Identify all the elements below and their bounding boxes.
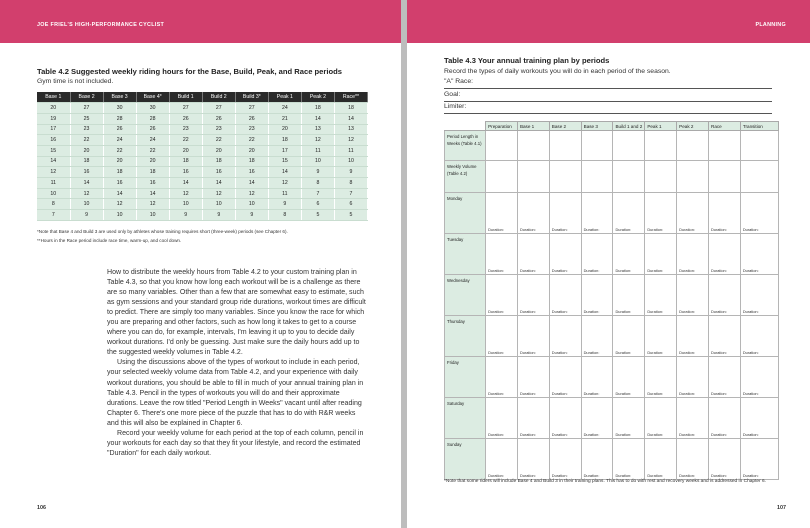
plan-cell[interactable]: Duration:	[645, 234, 677, 275]
plan-cell[interactable]: Duration:	[740, 193, 778, 234]
plan-cell[interactable]	[549, 161, 581, 193]
column-header: Build 2	[202, 92, 235, 103]
period-header: Race	[709, 122, 741, 131]
table-cell: 9	[70, 210, 103, 221]
plan-cell[interactable]	[517, 131, 549, 161]
table-cell: 30	[103, 103, 136, 114]
plan-cell[interactable]: Duration:	[581, 357, 613, 398]
plan-cell[interactable]: Duration:	[517, 398, 549, 439]
table-cell: 13	[334, 124, 367, 135]
day-row	[445, 439, 779, 480]
table-cell: 24	[136, 135, 169, 146]
page-number: 107	[777, 505, 786, 511]
table-cell: 12	[136, 199, 169, 210]
header-band	[407, 0, 810, 43]
plan-cell[interactable]	[740, 161, 778, 193]
row-label: Monday	[445, 193, 486, 234]
table-cell: 18	[268, 135, 301, 146]
column-header: Base 1	[37, 92, 70, 103]
plan-cell[interactable]: Duration:	[549, 316, 581, 357]
table-cell: 16	[169, 167, 202, 178]
table-cell: 20	[235, 145, 268, 156]
plan-cell[interactable]: Duration:	[549, 398, 581, 439]
plan-cell[interactable]: Duration:	[549, 193, 581, 234]
table-cell: 20	[37, 103, 70, 114]
plan-cell[interactable]: Duration:	[581, 439, 613, 480]
table-cell: 13	[301, 124, 334, 135]
plan-cell[interactable]: Duration:	[613, 357, 645, 398]
plan-cell[interactable]	[613, 161, 645, 193]
plan-cell[interactable]: Duration:	[677, 398, 709, 439]
table-cell: 6	[301, 199, 334, 210]
table-cell: 12	[235, 188, 268, 199]
table-cell: 8	[37, 199, 70, 210]
period-header: Base 1	[517, 122, 549, 131]
table-cell: 25	[70, 113, 103, 124]
running-head: JOE FRIEL'S HIGH-PERFORMANCE CYCLIST	[37, 22, 165, 28]
table-row	[37, 188, 368, 199]
table-cell: 27	[235, 103, 268, 114]
table-cell: 28	[136, 113, 169, 124]
table-cell: 23	[235, 124, 268, 135]
table-cell: 24	[268, 103, 301, 114]
table-cell: 27	[202, 103, 235, 114]
left-page	[0, 0, 401, 528]
plan-cell[interactable]: Duration:	[740, 275, 778, 316]
table-cell: 12	[202, 188, 235, 199]
table-cell: 20	[169, 145, 202, 156]
row-label: Thursday	[445, 316, 486, 357]
table-cell: 12	[334, 135, 367, 146]
table-cell: 22	[235, 135, 268, 146]
table-cell: 11	[37, 178, 70, 189]
plan-cell[interactable]: Duration:	[517, 439, 549, 480]
corner-cell	[445, 122, 486, 131]
plan-cell[interactable]: Duration:	[613, 193, 645, 234]
table-cell: 26	[136, 124, 169, 135]
row-label: Sunday	[445, 439, 486, 480]
table-cell: 18	[301, 103, 334, 114]
table-cell: 28	[103, 113, 136, 124]
plan-cell[interactable]: Duration:	[645, 357, 677, 398]
table-cell: 18	[235, 156, 268, 167]
table-cell: 22	[70, 135, 103, 146]
table-cell: 14	[202, 178, 235, 189]
table-cell: 12	[103, 199, 136, 210]
table-cell: 9	[169, 210, 202, 221]
table-cell: 14	[334, 113, 367, 124]
day-row	[445, 193, 779, 234]
plan-cell[interactable]: Duration:	[613, 398, 645, 439]
table-cell: 22	[136, 145, 169, 156]
plan-cell[interactable]: Duration:	[709, 357, 741, 398]
training-plan-table	[444, 121, 779, 480]
plan-cell[interactable]: Duration:	[740, 316, 778, 357]
plan-cell[interactable]: Duration:	[517, 275, 549, 316]
row-label: Weekly Volume (Table 4.2)	[445, 161, 486, 193]
plan-cell[interactable]: Duration:	[581, 193, 613, 234]
period-header: Peak 2	[677, 122, 709, 131]
table-cell: 26	[235, 113, 268, 124]
plan-cell[interactable]: Duration:	[709, 439, 741, 480]
plan-cell[interactable]	[709, 131, 741, 161]
plan-cell[interactable]: Duration:	[677, 439, 709, 480]
plan-cell[interactable]: Duration:	[486, 316, 518, 357]
table-title: Table 4.3 Your annual training plan by periods	[444, 56, 610, 65]
plan-cell[interactable]: Duration:	[517, 357, 549, 398]
table-cell: 22	[103, 145, 136, 156]
table-footnote: *Note that some riders will include Base 4 and Build 3 in their training plans. This has to do with rest and recovery weeks and is addressed in Chapter 6.	[444, 479, 767, 484]
plan-cell[interactable]: Duration:	[645, 439, 677, 480]
table-row	[37, 210, 368, 221]
table-cell: 23	[169, 124, 202, 135]
table-cell: 12	[70, 188, 103, 199]
plan-cell[interactable]: Duration:	[709, 193, 741, 234]
table-cell: 11	[334, 145, 367, 156]
table-cell: 18	[136, 167, 169, 178]
plan-cell[interactable]: Duration:	[740, 234, 778, 275]
table-row	[37, 135, 368, 146]
plan-cell[interactable]: Duration:	[613, 316, 645, 357]
table-cell: 5	[334, 210, 367, 221]
plan-cell[interactable]: Duration:	[709, 275, 741, 316]
table-cell: 6	[334, 199, 367, 210]
plan-cell[interactable]: Duration:	[709, 316, 741, 357]
period-header: Peak 1	[645, 122, 677, 131]
limiter-field[interactable]: Limiter:	[444, 103, 772, 114]
day-row	[445, 275, 779, 316]
table-cell: 10	[169, 199, 202, 210]
table-cell: 10	[235, 199, 268, 210]
plan-cell[interactable]: Duration:	[581, 316, 613, 357]
day-row	[445, 357, 779, 398]
plan-cell[interactable]	[549, 131, 581, 161]
table-cell: 18	[169, 156, 202, 167]
table-cell: 16	[70, 167, 103, 178]
plan-cell[interactable]	[709, 161, 741, 193]
table-row	[37, 124, 368, 135]
table-footnote: *Note that Base 4 and Build 3 are used only by athletes whose training requires short (three-week) periods (see Chapter 6).	[37, 229, 288, 234]
plan-cell[interactable]	[677, 161, 709, 193]
plan-cell[interactable]	[645, 161, 677, 193]
column-header: Base 2	[70, 92, 103, 103]
table-cell: 15	[268, 156, 301, 167]
table-subtitle: Record the types of daily workouts you will do in each period of the season.	[444, 68, 671, 75]
plan-cell[interactable]	[486, 161, 518, 193]
plan-cell[interactable]: Duration:	[740, 398, 778, 439]
plan-cell[interactable]	[581, 131, 613, 161]
table-cell: 16	[103, 178, 136, 189]
weekly-volume-row	[445, 161, 779, 193]
table-cell: 27	[169, 103, 202, 114]
table-cell: 7	[301, 188, 334, 199]
plan-cell[interactable]: Duration:	[581, 398, 613, 439]
table-cell: 20	[103, 156, 136, 167]
table-cell: 27	[70, 103, 103, 114]
table-cell: 15	[37, 145, 70, 156]
plan-cell[interactable]	[677, 131, 709, 161]
table-cell: 8	[268, 210, 301, 221]
table-row	[37, 167, 368, 178]
table-cell: 17	[37, 124, 70, 135]
plan-cell[interactable]: Duration:	[517, 234, 549, 275]
table-cell: 10	[301, 156, 334, 167]
table-cell: 7	[334, 188, 367, 199]
goal-field[interactable]: Goal:	[444, 91, 772, 102]
table-cell: 23	[202, 124, 235, 135]
row-label: Tuesday	[445, 234, 486, 275]
plan-cell[interactable]: Duration:	[645, 193, 677, 234]
table-cell: 16	[136, 178, 169, 189]
table-cell: 16	[202, 167, 235, 178]
weekly-hours-table	[37, 92, 368, 221]
plan-cell[interactable]: Duration:	[581, 275, 613, 316]
period-header: Preparation	[486, 122, 518, 131]
table-cell: 11	[268, 188, 301, 199]
table-cell: 8	[301, 178, 334, 189]
column-header: Race**	[334, 92, 367, 103]
table-cell: 10	[37, 188, 70, 199]
row-label: Saturday	[445, 398, 486, 439]
period-length-row	[445, 131, 779, 161]
page-number: 106	[37, 505, 46, 511]
plan-cell[interactable]: Duration:	[645, 316, 677, 357]
header-band	[0, 0, 401, 43]
table-cell: 11	[301, 145, 334, 156]
table-cell: 12	[169, 188, 202, 199]
plan-cell[interactable]: Duration:	[486, 357, 518, 398]
table-cell: 10	[202, 199, 235, 210]
plan-cell[interactable]: Duration:	[677, 193, 709, 234]
table-cell: 9	[235, 210, 268, 221]
running-head: PLANNING	[755, 22, 786, 28]
table-cell: 22	[202, 135, 235, 146]
plan-cell[interactable]: Duration:	[645, 398, 677, 439]
period-header: Base 2	[549, 122, 581, 131]
period-header: Build 1 and 2	[613, 122, 645, 131]
table-cell: 18	[202, 156, 235, 167]
plan-cell[interactable]	[740, 131, 778, 161]
day-row	[445, 398, 779, 439]
row-label: Friday	[445, 357, 486, 398]
plan-cell[interactable]: Duration:	[709, 234, 741, 275]
table-cell: 20	[136, 156, 169, 167]
plan-cell[interactable]: Duration:	[613, 275, 645, 316]
table-cell: 9	[202, 210, 235, 221]
table-cell: 18	[70, 156, 103, 167]
table-cell: 5	[301, 210, 334, 221]
column-header: Peak 2	[301, 92, 334, 103]
right-page	[407, 0, 810, 528]
column-header: Base 3	[103, 92, 136, 103]
table-title: Table 4.2 Suggested weekly riding hours for the Base, Build, Peak, and Race periods	[37, 67, 342, 76]
table-cell: 30	[136, 103, 169, 114]
plan-cell[interactable]: Duration:	[486, 193, 518, 234]
plan-cell[interactable]: Duration:	[549, 357, 581, 398]
table-cell: 20	[70, 145, 103, 156]
row-label: Period Length in Weeks (Table 4.1)	[445, 131, 486, 161]
plan-cell[interactable]: Duration:	[486, 439, 518, 480]
table-cell: 10	[70, 199, 103, 210]
column-header: Build 1	[169, 92, 202, 103]
period-header: Base 3	[581, 122, 613, 131]
table-cell: 9	[334, 167, 367, 178]
day-row	[445, 316, 779, 357]
plan-cell[interactable]: Duration:	[549, 439, 581, 480]
table-cell: 14	[37, 156, 70, 167]
plan-cell[interactable]	[486, 131, 518, 161]
plan-cell[interactable]: Duration:	[549, 234, 581, 275]
table-cell: 18	[103, 167, 136, 178]
table-cell: 14	[169, 178, 202, 189]
table-cell: 12	[37, 167, 70, 178]
plan-cell[interactable]	[613, 131, 645, 161]
table-cell: 8	[334, 178, 367, 189]
plan-cell[interactable]: Duration:	[613, 234, 645, 275]
table-cell: 23	[70, 124, 103, 135]
table-cell: 10	[136, 210, 169, 221]
table-cell: 22	[169, 135, 202, 146]
table-cell: 16	[37, 135, 70, 146]
table-cell: 14	[136, 188, 169, 199]
plan-cell[interactable]: Duration:	[581, 234, 613, 275]
plan-cell[interactable]: Duration:	[645, 275, 677, 316]
plan-cell[interactable]: Duration:	[740, 439, 778, 480]
plan-cell[interactable]: Duration:	[677, 316, 709, 357]
table-cell: 9	[301, 167, 334, 178]
plan-cell[interactable]	[645, 131, 677, 161]
plan-cell[interactable]: Duration:	[677, 275, 709, 316]
plan-cell[interactable]: Duration:	[613, 439, 645, 480]
column-header: Build 3*	[235, 92, 268, 103]
table-cell: 26	[169, 113, 202, 124]
table-cell: 10	[103, 210, 136, 221]
table-cell: 9	[268, 199, 301, 210]
table-cell: 18	[334, 103, 367, 114]
table-cell: 19	[37, 113, 70, 124]
table-row	[37, 103, 368, 114]
table-cell: 17	[268, 145, 301, 156]
table-cell: 26	[202, 113, 235, 124]
table-row	[37, 145, 368, 156]
table-cell: 14	[301, 113, 334, 124]
plan-cell[interactable]	[581, 161, 613, 193]
table-footnote: **Hours in the Race period include race time, warm-up, and cool down.	[37, 238, 182, 243]
table-cell: 26	[103, 124, 136, 135]
paragraph: Using the discussions above of the types of workout to include in each period, your selected weekly volume data from Table 4.2, and your experience with daily workout durations, you should be able to fill in much of your annual training plan in Table 4.3. Pencil in the types of workouts you will do and their approximate durations. Leave the row titled "Period Length in Weeks" vacant until after reading Chapter 6. There's one more piece of the puzzle that has to do with R&R weeks and this will also be explained in Chapter 6.	[107, 359, 364, 427]
table-cell: 20	[202, 145, 235, 156]
table-cell: 21	[268, 113, 301, 124]
table-cell: 14	[268, 167, 301, 178]
table-cell: 7	[37, 210, 70, 221]
plan-cell[interactable]: Duration:	[740, 357, 778, 398]
period-header: Transition	[740, 122, 778, 131]
plan-cell[interactable]: Duration:	[549, 275, 581, 316]
plan-cell[interactable]: Duration:	[486, 275, 518, 316]
table-cell: 12	[301, 135, 334, 146]
paragraph: Record your weekly volume for each period at the top of each column, pencil in your workouts for each day so that they fit your lifestyle, and record the estimated "Duration" for each daily workout.	[107, 429, 364, 457]
table-cell: 14	[70, 178, 103, 189]
plan-cell[interactable]: Duration:	[517, 316, 549, 357]
table-cell: 24	[103, 135, 136, 146]
table-cell: 16	[235, 167, 268, 178]
plan-cell[interactable]: Duration:	[677, 357, 709, 398]
table-row	[37, 113, 368, 124]
a-race-field[interactable]: "A" Race:	[444, 78, 772, 89]
plan-cell[interactable]: Duration:	[486, 234, 518, 275]
table-cell: 10	[334, 156, 367, 167]
body-text	[107, 268, 369, 459]
paragraph: How to distribute the weekly hours from Table 4.2 to your custom training plan in Table 4.3, so that you know how long each workout will be is a challenge as there are so many variables. Other than a few that are somewhat easy to estimate, such as gym sessions and your standard group ride durations, workout times are difficult to predict. There are simply too many variables. Since you know the race for which you are preparing and other factors, such as how long it takes to get to a course where you can do, for example, intervals, I'm leaving it up to you to decide daily workout durations. I'd only be guessing. Just make sure the daily hours add up to the suggested weekly volumes in Table 4.2.	[107, 269, 366, 357]
plan-cell[interactable]: Duration:	[709, 398, 741, 439]
plan-cell[interactable]: Duration:	[677, 234, 709, 275]
column-header: Base 4*	[136, 92, 169, 103]
table-subtitle: Gym time is not included.	[37, 78, 114, 85]
column-header: Peak 1	[268, 92, 301, 103]
table-cell: 20	[268, 124, 301, 135]
table-cell: 14	[103, 188, 136, 199]
table-row	[37, 156, 368, 167]
table-cell: 14	[235, 178, 268, 189]
row-label: Wednesday	[445, 275, 486, 316]
plan-cell[interactable]	[517, 161, 549, 193]
plan-cell[interactable]: Duration:	[486, 398, 518, 439]
table-cell: 12	[268, 178, 301, 189]
table-row	[37, 199, 368, 210]
day-row	[445, 234, 779, 275]
plan-cell[interactable]: Duration:	[517, 193, 549, 234]
table-row	[37, 178, 368, 189]
